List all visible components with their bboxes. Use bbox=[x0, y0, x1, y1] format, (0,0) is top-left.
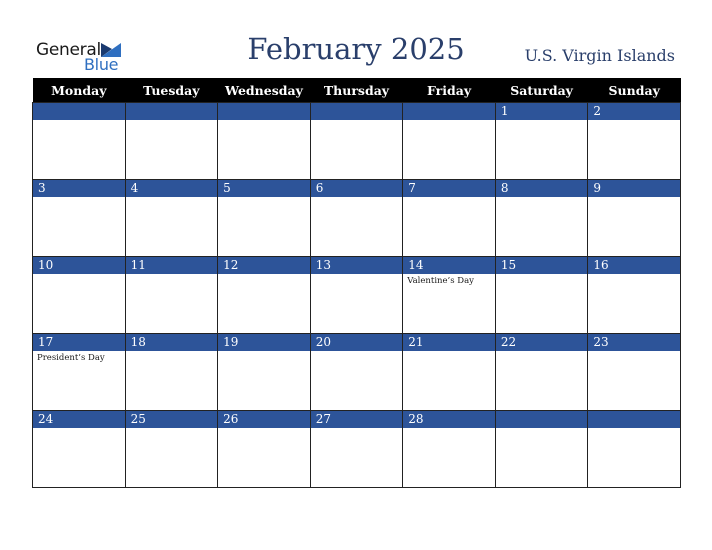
weekday-header-row bbox=[33, 78, 681, 103]
day-number bbox=[496, 411, 588, 428]
day-number: 25 bbox=[126, 411, 218, 428]
day-cell bbox=[33, 411, 126, 488]
day-cell bbox=[218, 180, 311, 257]
day-cell bbox=[125, 257, 218, 334]
day-number: 24 bbox=[33, 411, 125, 428]
weekday-header: Sunday bbox=[588, 78, 681, 103]
day-number: 12 bbox=[218, 257, 310, 274]
day-cell bbox=[588, 334, 681, 411]
day-cell bbox=[495, 411, 588, 488]
holiday-label: Valentine’s Day bbox=[407, 276, 474, 286]
day-cell bbox=[403, 257, 496, 334]
day-cell bbox=[495, 180, 588, 257]
day-cell bbox=[125, 411, 218, 488]
day-number: 8 bbox=[496, 180, 588, 197]
day-cell bbox=[310, 411, 403, 488]
day-number: 18 bbox=[126, 334, 218, 351]
page-title: February 2025 bbox=[247, 32, 465, 66]
day-number: 15 bbox=[496, 257, 588, 274]
day-cell bbox=[218, 411, 311, 488]
day-cell bbox=[588, 411, 681, 488]
day-cell bbox=[495, 257, 588, 334]
day-cell bbox=[310, 257, 403, 334]
weekday-header: Wednesday bbox=[218, 78, 311, 103]
day-number: 7 bbox=[403, 180, 495, 197]
day-cell bbox=[125, 334, 218, 411]
day-number: 10 bbox=[33, 257, 125, 274]
logo-general-text: General bbox=[36, 40, 101, 60]
day-number: 11 bbox=[126, 257, 218, 274]
day-cell bbox=[403, 103, 496, 180]
weekday-header: Friday bbox=[403, 78, 496, 103]
day-cell bbox=[588, 103, 681, 180]
day-number bbox=[311, 103, 403, 120]
day-cell bbox=[588, 257, 681, 334]
day-number: 14 bbox=[403, 257, 495, 274]
weekday-header: Tuesday bbox=[125, 78, 218, 103]
day-cell bbox=[125, 180, 218, 257]
day-cell bbox=[495, 103, 588, 180]
day-number: 3 bbox=[33, 180, 125, 197]
day-number: 2 bbox=[588, 103, 680, 120]
day-cell bbox=[495, 334, 588, 411]
holiday-label: President’s Day bbox=[37, 353, 105, 363]
day-cell bbox=[310, 180, 403, 257]
day-number: 4 bbox=[126, 180, 218, 197]
weekday-header: Thursday bbox=[310, 78, 403, 103]
day-cell bbox=[33, 103, 126, 180]
day-number: 1 bbox=[496, 103, 588, 120]
logo-blue-text: Blue bbox=[84, 55, 119, 74]
day-number: 28 bbox=[403, 411, 495, 428]
day-number: 13 bbox=[311, 257, 403, 274]
day-number: 23 bbox=[588, 334, 680, 351]
day-number: 16 bbox=[588, 257, 680, 274]
weekday-header: Monday bbox=[33, 78, 126, 103]
day-number: 26 bbox=[218, 411, 310, 428]
day-number: 6 bbox=[311, 180, 403, 197]
day-number: 19 bbox=[218, 334, 310, 351]
day-cell bbox=[33, 180, 126, 257]
day-number: 27 bbox=[311, 411, 403, 428]
day-number: 17 bbox=[33, 334, 125, 351]
day-number: 22 bbox=[496, 334, 588, 351]
week-row bbox=[33, 180, 681, 257]
day-number: 5 bbox=[218, 180, 310, 197]
day-number bbox=[33, 103, 125, 120]
day-cell bbox=[33, 257, 126, 334]
day-number bbox=[126, 103, 218, 120]
week-row bbox=[33, 103, 681, 180]
region-label: U.S. Virgin Islands bbox=[524, 46, 675, 65]
day-cell bbox=[218, 257, 311, 334]
day-cell bbox=[310, 103, 403, 180]
week-row bbox=[33, 257, 681, 334]
day-number bbox=[403, 103, 495, 120]
weekday-header: Saturday bbox=[495, 78, 588, 103]
day-cell bbox=[403, 411, 496, 488]
calendar-grid bbox=[32, 78, 681, 488]
day-number bbox=[588, 411, 680, 428]
day-cell bbox=[403, 180, 496, 257]
day-cell bbox=[218, 334, 311, 411]
day-cell bbox=[310, 334, 403, 411]
day-cell bbox=[33, 334, 126, 411]
day-number: 9 bbox=[588, 180, 680, 197]
day-cell bbox=[218, 103, 311, 180]
day-cell bbox=[403, 334, 496, 411]
week-row bbox=[33, 334, 681, 411]
day-cell bbox=[588, 180, 681, 257]
day-cell bbox=[125, 103, 218, 180]
day-number bbox=[218, 103, 310, 120]
day-number: 20 bbox=[311, 334, 403, 351]
week-row bbox=[33, 411, 681, 488]
day-number: 21 bbox=[403, 334, 495, 351]
